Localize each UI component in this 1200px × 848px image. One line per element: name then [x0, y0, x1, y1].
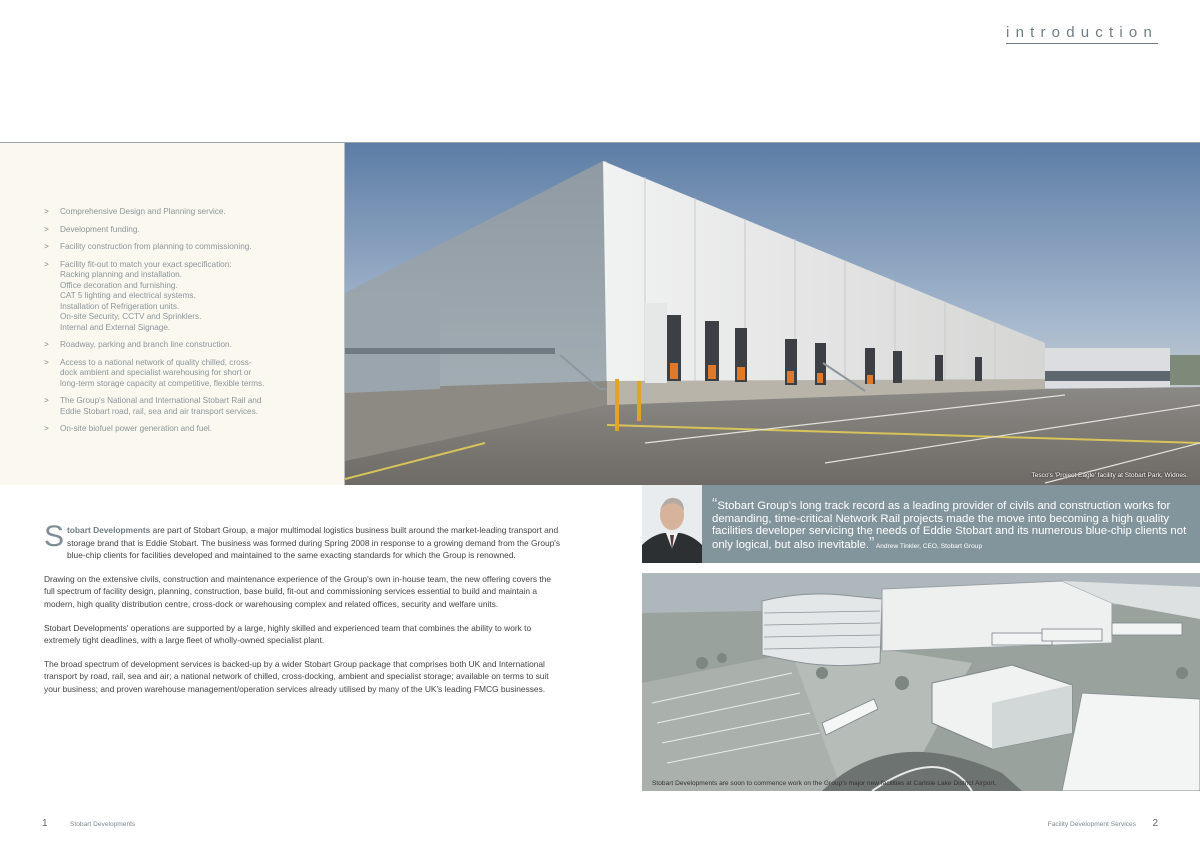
hero-caption: Tesco's 'Project Eagle' facility at Stobart Park, Widnes.: [1031, 472, 1188, 479]
bullet-arrow-icon: >: [44, 224, 49, 234]
render-illustration: [642, 573, 1200, 791]
service-item-line: Roadway, parking and branch line construction.: [60, 340, 232, 349]
warehouse-illustration: [345, 143, 1200, 485]
quote-body: Stobart Group's long track record as a leading provider of civils and construction works for demanding, time-critical Network Rail projects made the move into becoming a high quality facilities developer servicing the needs of Eddie Stobart and its numerous blue-chip clients not only logical, but also inevitable.: [712, 500, 1187, 551]
hero-photo-warehouse: [345, 143, 1200, 485]
service-item: [44, 358, 284, 390]
intro-copy: [44, 520, 564, 707]
portrait-photo: [642, 485, 702, 563]
bullet-arrow-icon: >: [44, 357, 49, 367]
drop-cap: S: [44, 520, 65, 553]
service-item-line: Access to a national network of quality chilled, cross-: [60, 357, 252, 367]
bullet-arrow-icon: >: [44, 259, 49, 269]
service-item-line: Installation of Refrigeration units.: [60, 301, 180, 311]
footer-label-right: Facility Development Services: [1047, 821, 1136, 828]
service-item: [44, 424, 284, 435]
service-item-line: On-site Security, CCTV and Sprinklers.: [60, 312, 202, 321]
intro-paragraph-2: Drawing on the extensive civils, construction and maintenance experience of the Group's own in-house team, the new offering covers the full spectrum of facility design, planning, construction, base build, fit-out and commissioning services essential to build and maintain a modern, high quality distribution centre, cross-dock or warehousing complex and related offices, security and welfare units.: [44, 573, 552, 609]
page-number-right: 2: [1152, 818, 1158, 829]
service-item-line: Eddie Stobart road, rail, sea and air transport services.: [60, 406, 258, 416]
service-item: [44, 207, 284, 218]
service-item-line: dock ambient and specialist warehousing for short or: [60, 368, 252, 377]
service-item: [44, 340, 284, 351]
services-panel: [0, 143, 345, 485]
service-item: [44, 396, 284, 417]
intro-paragraph-1: [44, 520, 564, 562]
service-item-line: CAT 5 lighting and electrical systems.: [60, 291, 196, 300]
render-airport-facility: [642, 573, 1200, 791]
quote-open-mark: “: [712, 496, 718, 513]
intro-paragraph-4: The broad spectrum of development services is backed-up by a wider Stobart Group package that comprises both UK and International transport by road, rail, sea and air; a national network of chilled, cross-docking, ambient and specialist storage; available on terms to suit your business; and proven warehouse management/operation services already utilised by many of the UK's leading FMCG businesses.: [44, 658, 549, 694]
service-item-line: Facility construction from planning to commissioning.: [60, 242, 252, 251]
bullet-arrow-icon: >: [44, 340, 49, 349]
bullet-arrow-icon: >: [44, 396, 49, 405]
quote-attribution: Andrew Tinkler, CEO, Stobart Group: [874, 542, 983, 550]
service-item-line: Comprehensive Design and Planning service.: [60, 207, 226, 216]
footer-label-left: Stobart Developments: [70, 821, 136, 828]
service-item-line: On-site biofuel power generation and fuel.: [60, 424, 213, 433]
service-item-line: Racking planning and installation.: [60, 270, 182, 279]
portrait-illustration: [642, 485, 702, 563]
bullet-arrow-icon: >: [44, 242, 49, 251]
services-list: [44, 207, 284, 442]
service-item: [44, 242, 284, 253]
bullet-arrow-icon: >: [44, 424, 49, 433]
service-item: [44, 260, 284, 334]
intro-paragraph-1-text: are part of Stobart Group, a major multimodal logistics business built around the market-leading transport and storage brand that is Eddie Stobart. The business was formed during Spring 2008 in response to a growing demand from the Group's blue-chip clients for facilities developed and maintained to the same exacting standards for which the Group is renowned.: [67, 525, 561, 561]
service-item-line: Development funding.: [60, 224, 140, 234]
section-title: introduction: [1006, 24, 1158, 44]
service-item-line: The Group's National and International Stobart Rail and: [60, 396, 262, 405]
quote-text: [712, 496, 1192, 553]
page-number-left: 1: [42, 818, 48, 829]
service-item-line: Office decoration and furnishing.: [60, 280, 178, 290]
bullet-arrow-icon: >: [44, 207, 49, 216]
intro-paragraph-3: Stobart Developments' operations are supported by a large, highly skilled and experienced team that combines the ability to work to extremely tight deadlines, with a large fleet of wholly-owned specialist plant.: [44, 622, 532, 646]
lead-company-name: tobart Developments: [67, 525, 151, 535]
service-item-line: Facility fit-out to match your exact specification:: [60, 259, 232, 269]
render-caption: Stobart Developments are soon to commence work on the Group's major new facilities at Carlisle Lake District Airport.: [652, 780, 997, 787]
service-item-line: Internal and External Signage.: [60, 322, 171, 332]
service-item: [44, 225, 284, 236]
service-item-line: long-term storage capacity at competitive, flexible terms.: [60, 378, 265, 388]
quote-close-mark: ”: [869, 534, 875, 552]
quote-box: [642, 485, 1200, 563]
